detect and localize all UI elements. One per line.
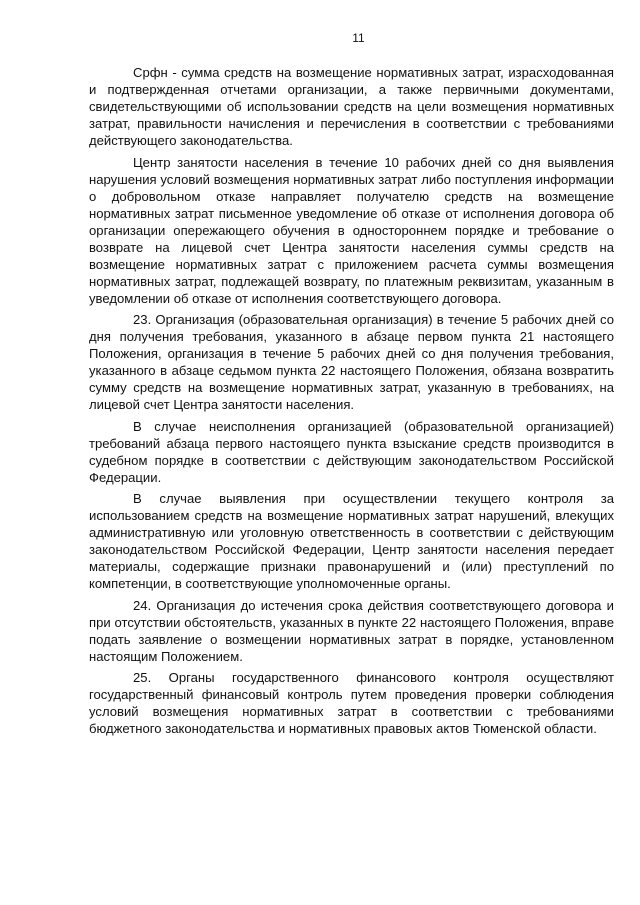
paragraph-item-23: 23. Организация (образовательная организация) в течение 5 рабочих дней со дня получения требования, указанного в абзаце первом пункта 21 настоящего Положения, организация в течение 5 рабочих дней со дня получения требования, указанного в абзаце седьмом пункта 22 настоящего Положения, обязана возвратить сумму средств на возмещение нормативных затрат, указанную в требованиях, на лицевой счет Центра занятости населения. [89,312,614,412]
paragraph-srfn-definition: Срфн - сумма средств на возмещение нормативных затрат, израсходованная и подтвержденная отчетами организации, а также первичными документами, свидетельствующими об использовании средств на цели возмещения нормативных затрат, правильности начисления и перечисления в соответствии с требованиями действующего законодательства. [89,65,614,148]
paragraph-employment-center-notice: Центр занятости населения в течение 10 рабочих дней со дня выявления нарушения условий возмещения нормативных затрат либо поступления информации о добровольном отказе направляет получателю средств на возмещение нормативных затрат письменное уведомление об отказе от исполнения договора об организации опережающего обучения в одностороннем порядке и требование о возврате на лицевой счет Центра занятости населения суммы средств на возмещение нормативных затрат с приложением расчета суммы возмещения нормативных затрат, подлежащей возврату, по платежным реквизитам, указанным в уведомлении об отказе от исполнения соответствующего договора. [89,154,614,306]
paragraph-item-23-judicial-recovery: В случае неисполнения организацией (образовательной организацией) требований абзаца первого настоящего пункта взыскание средств производится в судебном порядке в соответствии с действующим законодательством Российской Федерации. [89,418,614,485]
paragraph-item-25: 25. Органы государственного финансового контроля осуществляют государственный финансовый контроль путем проведения проверки соблюдения условий возмещения нормативных затрат в соответствии с требованиями бюджетного законодательства и нормативных правовых актов Тюменской области. [89,670,614,736]
paragraph-item-24: 24. Организация до истечения срока действия соответствующего договора и при отсутствии обстоятельств, указанных в пункте 22 настоящего Положения, вправе подать заявление о возмещении нормативных затрат в порядке, установленном настоящим Положением. [89,597,614,664]
page-number: 11 [352,31,365,45]
paragraph-item-23-violations: В случае выявления при осуществлении текущего контроля за использованием средств на возмещение нормативных затрат нарушений, влекущих административную или уголовную ответственность в соответствии с действующим законодательством Российской Федерации, Центр занятости населения передает материалы, содержащие признаки правонарушений и (или) преступлений по компетенции, в соответствующие уполномоченные органы. [89,491,614,591]
